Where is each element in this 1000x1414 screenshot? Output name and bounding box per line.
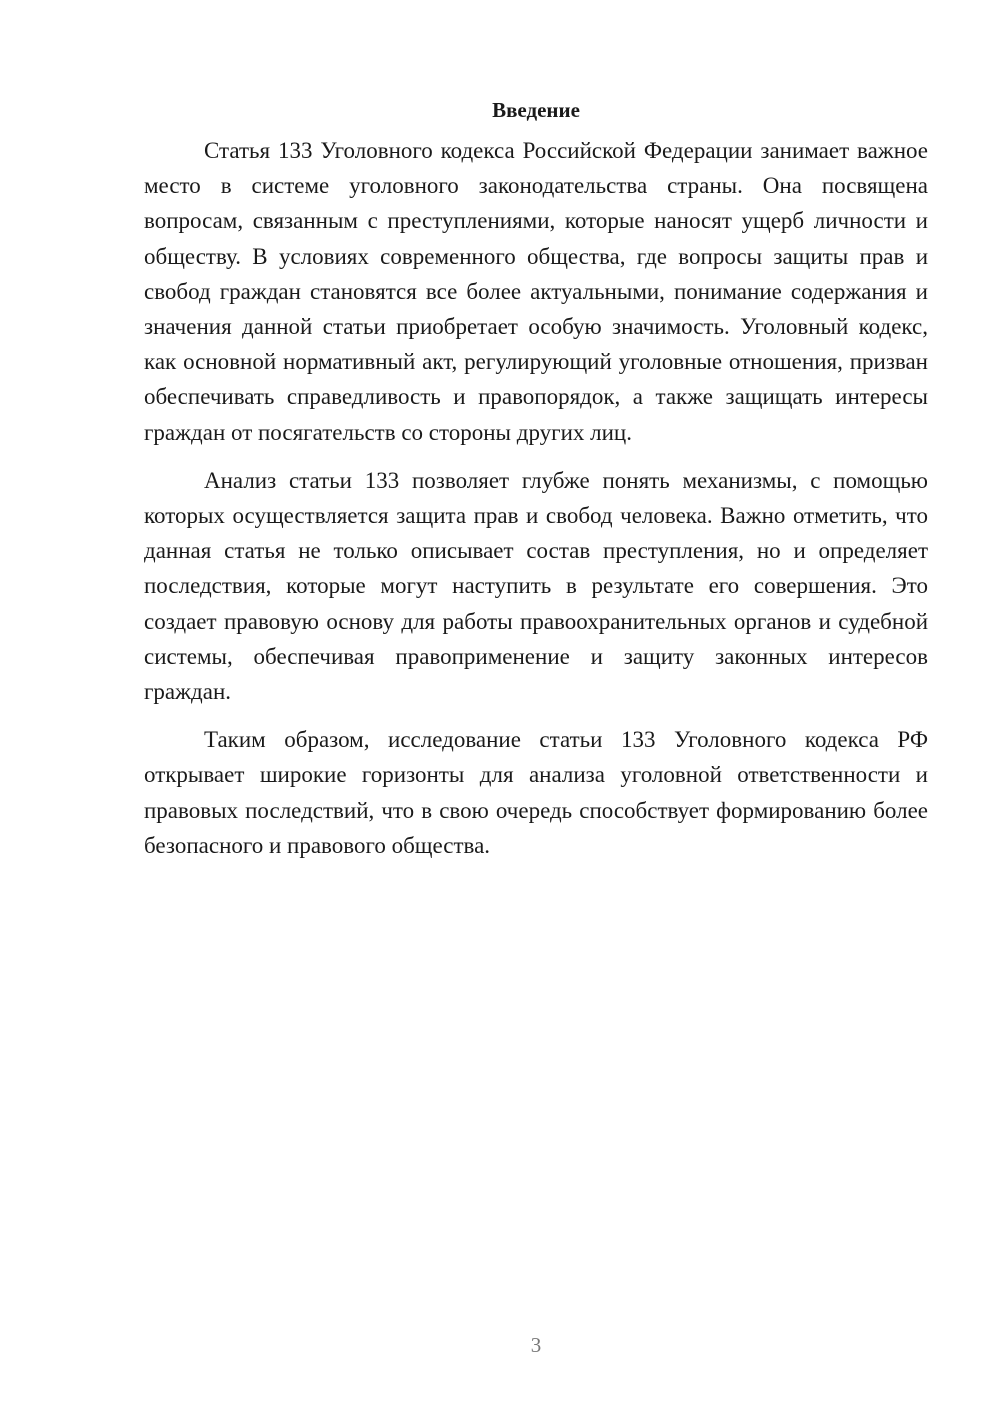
paragraph-3: Таким образом, исследование статьи 133 Уголовного кодекса РФ открывает широкие горизонты для анализа уголовной ответственности и правовых последствий, что в свою очередь способствует формированию более безопасного и правового общества.: [144, 727, 928, 858]
paragraph-1: Статья 133 Уголовного кодекса Российской Федерации занимает важное место в системе уголовного законодательства страны. Она посвящена вопросам, связанным с преступлениями, которые наносят ущерб личности и обществу. В условиях современного общества, где вопросы защиты прав и свобод граждан становятся все более актуальными, понимание содержания и значения данной статьи приобретает особую значимость. Уголовный кодекс, как основной нормативный акт, регулирующий уголовные отношения, призван обеспечивать справедливость и правопорядок, а также защищать интересы граждан от посягательств со стороны других лиц.: [144, 138, 928, 445]
page-number: 3: [530, 1333, 542, 1357]
section-title: Введение: [492, 98, 580, 122]
document-body: [144, 92, 928, 876]
paragraph-2: Анализ статьи 133 позволяет глубже понять механизмы, с помощью которых осуществляется защита прав и свобод человека. Важно отметить, что данная статья не только описывает состав преступления, но и определяет последствия, которые могут наступить в результате его совершения. Это создает правовую основу для работы правоохранительных органов и судебной системы, обеспечивая правоприменение и защиту законных интересов граждан.: [144, 467, 928, 705]
